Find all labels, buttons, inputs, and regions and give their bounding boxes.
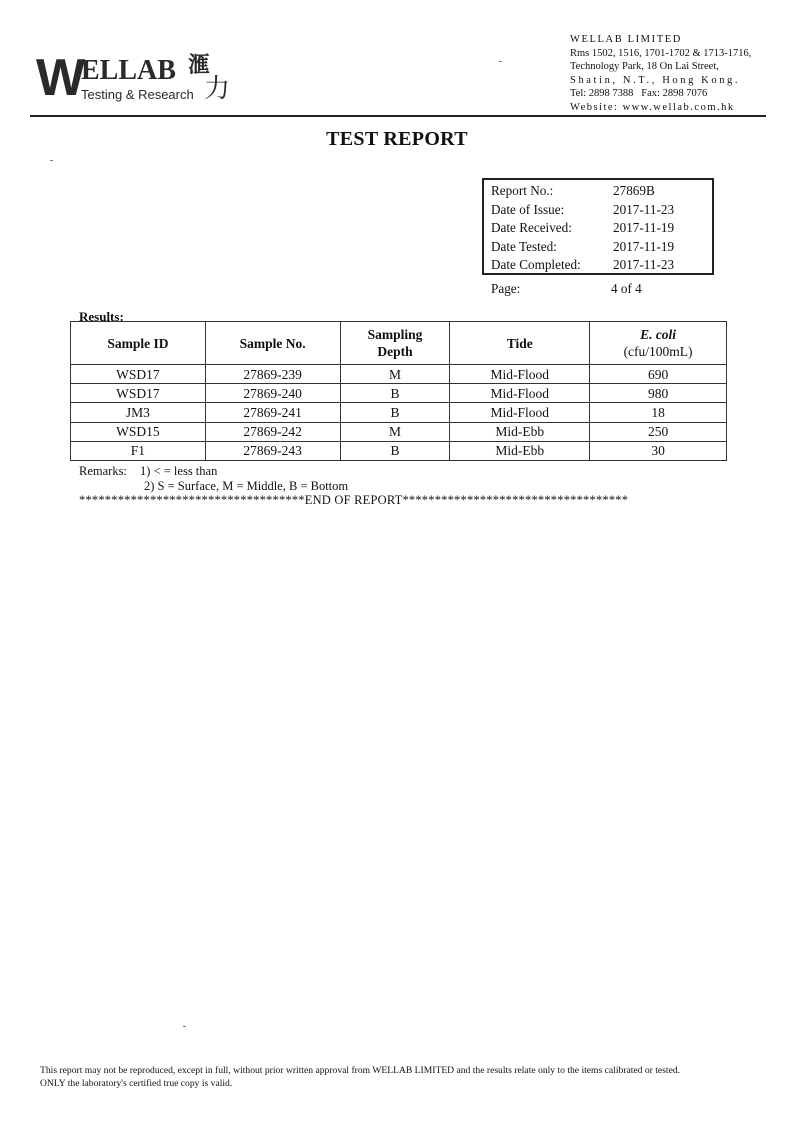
cell-tide: Mid-Ebb [450,441,590,460]
header-divider [30,115,766,117]
cell-sample-no: 27869-242 [205,422,340,441]
cell-depth: M [340,422,450,441]
col-ecoli [590,322,727,365]
cell-sample-no: 27869-241 [205,403,340,422]
results-table [70,321,727,461]
logo-tagline: Testing & Research [81,87,194,102]
cell-tide: Mid-Flood [450,403,590,422]
page-label: Page: [491,281,521,296]
info-row-date-tested [491,238,712,257]
info-row-date-received [491,219,712,238]
col-depth-line1: Sampling [367,327,423,342]
cell-sample-id: WSD17 [71,384,206,403]
end-of-report: ***********************************END OF REPORT*********************************** [79,493,629,507]
info-label: Date Received: [491,220,572,235]
company-name: WELLAB LIMITED [570,34,682,45]
cell-tide: Mid-Flood [450,365,590,384]
logo-initial: W [36,49,84,107]
cell-tide: Mid-Flood [450,384,590,403]
scan-speck [499,61,502,62]
remark-1: 1) < = less than [140,464,218,478]
cell-ecoli: 980 [590,384,727,403]
col-ecoli-name: E. coli [640,327,677,342]
footer-line-1: This report may not be reproduced, except in full, without prior written approval from WELLAB LIMITED and the results relate only to the items calibrated or tested. [40,1065,681,1076]
remarks-label: Remarks: [79,464,127,478]
col-sample-id: Sample ID [71,322,206,365]
report-info-box [482,178,714,275]
cell-sample-id: WSD15 [71,422,206,441]
address-line-1: Rms 1502, 1516, 1701-1702 & 1713-1716, [570,47,752,59]
page-value: 4 of 4 [611,281,642,296]
info-label: Date Tested: [491,238,557,254]
table-header-row [71,322,727,365]
company-logo [36,49,266,112]
cell-sample-no: 27869-243 [205,441,340,460]
remarks [79,464,348,494]
phone-fax: Tel: 2898 7388 Fax: 2898 7076 [570,88,708,99]
website: Website: www.wellab.com.hk [570,101,735,113]
table-row [71,384,727,403]
cell-ecoli: 30 [590,441,727,460]
footer-disclaimer [40,1064,770,1090]
page-title: TEST REPORT [326,128,468,150]
info-label: Date of Issue: [491,201,565,217]
cell-sample-id: F1 [71,441,206,460]
logo-cjk-2: 力 [204,74,231,103]
cell-sample-no: 27869-239 [205,365,340,384]
info-row-date-of-issue [491,201,712,220]
col-tide: Tide [450,322,590,365]
cell-ecoli: 18 [590,403,727,422]
scan-speck [50,160,53,161]
scan-speck [183,1026,186,1027]
cell-ecoli: 690 [590,365,727,384]
address-line-3: Shatin, N.T., Hong Kong. [570,74,741,86]
info-value: 2017-11-23 [613,201,675,217]
logo-cjk-1: 滙 [188,52,211,77]
remark-2: 2) S = Surface, M = Middle, B = Bottom [144,479,349,493]
cell-depth: B [340,384,450,403]
table-row [71,365,727,384]
cell-sample-no: 27869-240 [205,384,340,403]
info-value: 27869B [613,183,655,198]
info-label: Report No.: [491,183,554,198]
info-value: 2017-11-19 [613,238,675,254]
col-sample-no: Sample No. [205,322,340,365]
table-row [71,403,727,422]
col-ecoli-unit: (cfu/100mL) [623,344,693,359]
page-number [491,281,642,297]
results-heading: Results: [79,309,124,324]
info-value: 2017-11-19 [613,220,675,235]
info-row-date-completed [491,256,712,275]
cell-tide: Mid-Ebb [450,422,590,441]
logo-brand: ELLAB [81,55,176,86]
col-depth-line2: Depth [377,344,413,359]
cell-ecoli: 250 [590,422,727,441]
table-row [71,441,727,460]
info-row-report-no [491,182,712,201]
info-label: Date Completed: [491,257,581,272]
cell-depth: B [340,403,450,422]
cell-sample-id: WSD17 [71,365,206,384]
table-row [71,422,727,441]
col-sampling-depth [340,322,450,365]
company-address [570,33,770,114]
cell-depth: M [340,365,450,384]
info-value: 2017-11-23 [613,257,675,272]
cell-depth: B [340,441,450,460]
cell-sample-id: JM3 [71,403,206,422]
footer-line-2: ONLY the laboratory's certified true copy is valid. [40,1078,233,1089]
address-line-2: Technology Park, 18 On Lai Street, [570,61,719,72]
